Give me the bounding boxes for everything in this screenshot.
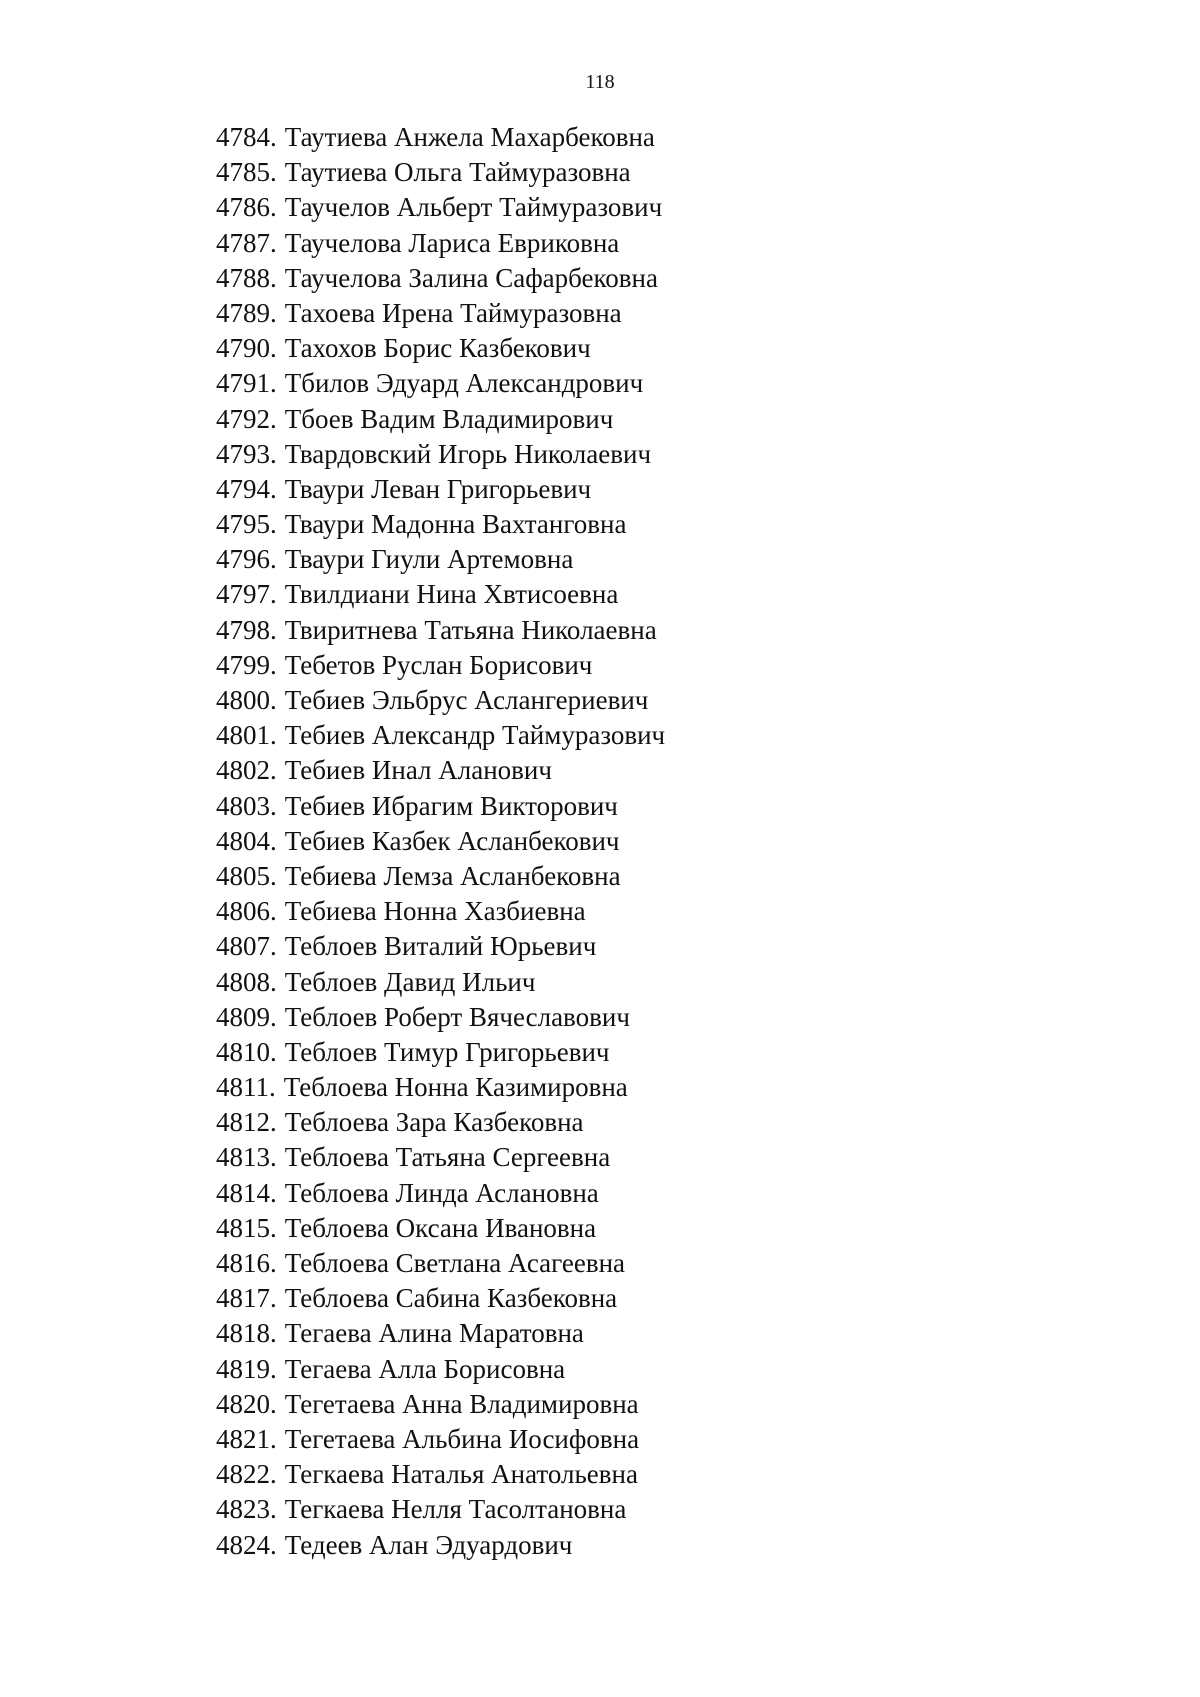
entry-number: 4821. <box>216 1423 277 1454</box>
entry-number: 4823. <box>216 1494 277 1525</box>
list-item <box>216 789 665 824</box>
entry-name: Тегаева Алла Борисовна <box>284 1353 566 1384</box>
entry-name: Тегаева Алина Маратовна <box>284 1318 584 1349</box>
entry-name: Теблоев Роберт Вячеславович <box>284 1001 630 1032</box>
list-item <box>216 1035 665 1070</box>
entry-number: 4792. <box>216 403 277 434</box>
entry-name: Теблоев Тимур Григорьевич <box>284 1036 610 1067</box>
list-item <box>216 1211 665 1246</box>
entry-name: Тахохов Борис Казбекович <box>284 333 591 364</box>
entry-number: 4799. <box>216 649 277 680</box>
entry-name: Тебиева Лемза Асланбековна <box>284 860 621 891</box>
list-item <box>216 577 665 612</box>
list-item <box>216 1140 665 1175</box>
list-item <box>216 261 665 296</box>
entry-name: Тебиев Инал Аланович <box>284 755 552 786</box>
list-item <box>216 718 665 753</box>
list-item <box>216 1457 665 1492</box>
entry-name: Таучелова Залина Сафарбековна <box>284 262 658 293</box>
entry-number: 4798. <box>216 614 277 645</box>
entry-name: Тбоев Вадим Владимирович <box>284 403 614 434</box>
entry-number: 4802. <box>216 755 277 786</box>
entry-name: Теблоева Линда Аслановна <box>284 1177 599 1208</box>
list-item <box>216 1000 665 1035</box>
entry-number: 4801. <box>216 720 277 751</box>
entry-number: 4813. <box>216 1142 277 1173</box>
list-item <box>216 190 665 225</box>
entry-number: 4807. <box>216 931 277 962</box>
list-item <box>216 1281 665 1316</box>
entry-name: Твилдиани Нина Хвтисоевна <box>284 579 619 610</box>
entry-number: 4800. <box>216 685 277 715</box>
name-list <box>216 120 665 1563</box>
list-item <box>216 683 665 718</box>
list-item <box>216 1352 665 1387</box>
list-item <box>216 1176 665 1211</box>
entry-number: 4820. <box>216 1388 277 1419</box>
list-item <box>216 859 665 894</box>
list-item <box>216 1316 665 1351</box>
entry-name: Тедеев Алан Эдуардович <box>284 1529 573 1560</box>
entry-name: Тебиев Эльбрус Аслангериевич <box>284 685 649 715</box>
entry-number: 4786. <box>216 192 277 223</box>
entry-number: 4793. <box>216 438 277 469</box>
entry-name: Тваури Леван Григорьевич <box>284 473 592 504</box>
list-item <box>216 1070 665 1105</box>
entry-number: 4787. <box>216 227 277 258</box>
entry-name: Тегетаева Анна Владимировна <box>284 1388 639 1419</box>
list-item <box>216 1528 665 1563</box>
entry-number: 4806. <box>216 896 277 927</box>
entry-name: Таутиева Анжела Махарбековна <box>284 122 655 152</box>
entry-number: 4785. <box>216 157 277 188</box>
list-item <box>216 1246 665 1281</box>
entry-number: 4784. <box>216 122 277 152</box>
entry-name: Тваури Мадонна Вахтанговна <box>284 509 627 540</box>
list-item <box>216 331 665 366</box>
entry-number: 4796. <box>216 544 277 575</box>
entry-name: Тегкаева Нелля Тасолтановна <box>284 1494 627 1525</box>
entry-name: Таучелов Альберт Таймуразович <box>284 192 663 223</box>
entry-number: 4816. <box>216 1248 277 1278</box>
entry-name: Теблоева Татьяна Сергеевна <box>284 1142 611 1173</box>
entry-name: Таучелова Лариса Евриковна <box>284 227 620 258</box>
entry-number: 4804. <box>216 825 277 856</box>
list-item <box>216 1105 665 1140</box>
entry-name: Тегкаева Наталья Анатольевна <box>284 1459 638 1490</box>
entry-name: Тебиев Ибрагим Викторович <box>284 790 618 821</box>
entry-number: 4809. <box>216 1001 277 1032</box>
entry-name: Теблоев Давид Ильич <box>284 966 536 997</box>
entry-name: Твиритнева Татьяна Николаевна <box>284 614 657 645</box>
entry-name: Теблоев Виталий Юрьевич <box>284 931 597 962</box>
entry-number: 4808. <box>216 966 277 997</box>
entry-number: 4797. <box>216 579 277 610</box>
list-item <box>216 472 665 507</box>
list-item <box>216 1492 665 1527</box>
entry-name: Тебиев Александр Таймуразович <box>284 720 666 751</box>
entry-name: Тебиева Нонна Хазбиевна <box>284 896 586 927</box>
list-item <box>216 965 665 1000</box>
list-item <box>216 542 665 577</box>
list-item <box>216 929 665 964</box>
entry-name: Теблоева Нонна Казимировна <box>283 1072 628 1103</box>
list-item <box>216 824 665 859</box>
list-item <box>216 366 665 401</box>
entry-number: 4791. <box>216 368 277 399</box>
list-item <box>216 296 665 331</box>
list-item <box>216 155 665 190</box>
entry-number: 4815. <box>216 1212 277 1243</box>
entry-number: 4812. <box>216 1107 277 1138</box>
list-item <box>216 648 665 683</box>
entry-number: 4824. <box>216 1529 277 1560</box>
entry-name: Тахоева Ирена Таймуразовна <box>284 297 622 328</box>
entry-number: 4795. <box>216 509 277 540</box>
list-item <box>216 507 665 542</box>
entry-name: Теблоева Оксана Ивановна <box>284 1212 597 1243</box>
entry-number: 4822. <box>216 1459 277 1490</box>
entry-name: Твардовский Игорь Николаевич <box>284 438 652 469</box>
list-item <box>216 613 665 648</box>
entry-name: Теблоева Светлана Асагеевна <box>284 1248 626 1278</box>
page-number: 118 <box>585 71 615 93</box>
entry-number: 4817. <box>216 1283 277 1314</box>
entry-number: 4805. <box>216 860 277 891</box>
list-item <box>216 1422 665 1457</box>
entry-name: Таутиева Ольга Таймуразовна <box>284 157 631 188</box>
entry-number: 4790. <box>216 333 277 364</box>
entry-number: 4818. <box>216 1318 277 1349</box>
entry-name: Теблоева Сабина Казбековна <box>284 1283 618 1314</box>
entry-number: 4814. <box>216 1177 277 1208</box>
list-item <box>216 1387 665 1422</box>
list-item <box>216 120 665 155</box>
entry-number: 4789. <box>216 297 277 328</box>
list-item <box>216 894 665 929</box>
entry-number: 4819. <box>216 1353 277 1384</box>
entry-number: 4788. <box>216 262 277 293</box>
entry-number: 4803. <box>216 790 277 821</box>
list-item <box>216 753 665 788</box>
entry-name: Тбилов Эдуард Александрович <box>284 368 644 399</box>
entry-name: Тебиев Казбек Асланбекович <box>284 825 620 856</box>
entry-name: Тегетаева Альбина Иосифовна <box>284 1423 640 1454</box>
list-item <box>216 226 665 261</box>
entry-name: Тваури Гиули Артемовна <box>284 544 574 575</box>
entry-number: 4810. <box>216 1036 277 1067</box>
entry-number: 4794. <box>216 473 277 504</box>
entry-name: Теблоева Зара Казбековна <box>284 1107 584 1138</box>
entry-name: Тебетов Руслан Борисович <box>284 649 593 680</box>
list-item <box>216 402 665 437</box>
entry-number: 4811. <box>216 1072 276 1103</box>
list-item <box>216 437 665 472</box>
